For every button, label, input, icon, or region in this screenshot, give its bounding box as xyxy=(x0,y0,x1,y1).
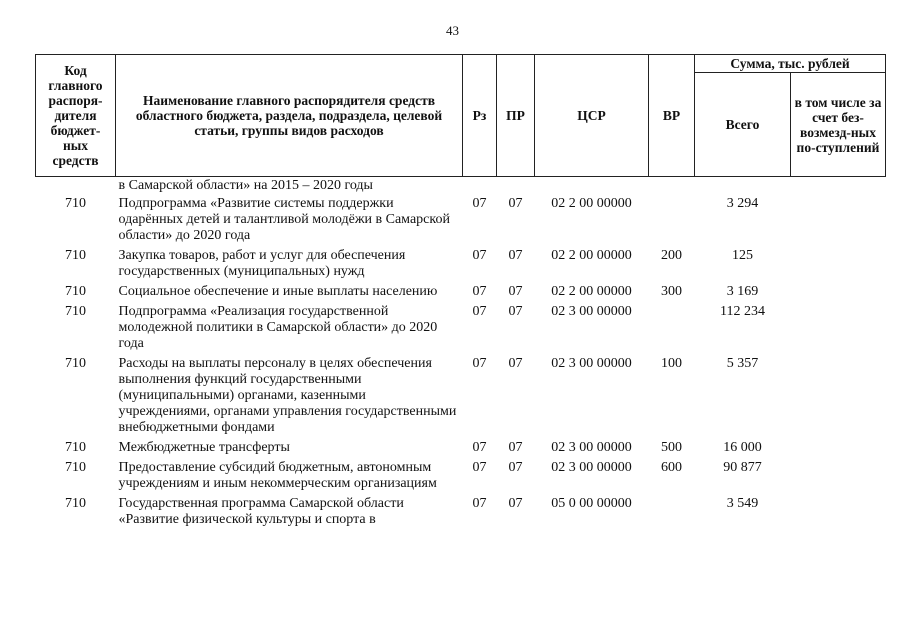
table-row xyxy=(36,496,886,532)
cell-total: 16 000 xyxy=(723,440,762,455)
table-row xyxy=(36,440,886,460)
cell-name: Подпрограмма «Развитие системы поддержки одарённых детей и талантливой молодёжи в Самарской области» до 2020 года xyxy=(118,196,450,243)
cell-pr: 07 xyxy=(508,284,523,299)
cell-csr: 02 3 00 00000 xyxy=(551,304,632,319)
cell-rz: 07 xyxy=(472,248,487,263)
cell-vr: 200 xyxy=(661,248,682,263)
cell-csr: 02 3 00 00000 xyxy=(551,440,632,455)
cell-rz: 07 xyxy=(472,284,487,299)
cell-rz: 07 xyxy=(472,304,487,319)
cell-code: 710 xyxy=(65,196,86,211)
cell-pr: 07 xyxy=(508,356,523,371)
header-vr: ВР xyxy=(649,55,695,177)
header-name: Наименование главного распорядителя средств областного бюджета, раздела, подраздела, целевой статьи, группы видов расходов xyxy=(116,55,463,177)
cell-vr: 100 xyxy=(661,356,682,371)
table-row xyxy=(36,356,886,440)
cell-gratuitous xyxy=(791,440,886,460)
cell-pr: 07 xyxy=(508,304,523,319)
header-total: Всего xyxy=(695,73,791,177)
cell-name: Подпрограмма «Реализация государственной молодежной политики в Самарской области» до 2020 года xyxy=(118,304,438,351)
cell-name: Расходы на выплаты персоналу в целях обеспечения выполнения функций государственными (муниципальными) органами, казенными учреждениями, органами управления государственными внебюджетными фондами xyxy=(118,356,457,435)
cell-code: 710 xyxy=(65,284,86,299)
cell-gratuitous xyxy=(791,284,886,304)
cell-total: 5 357 xyxy=(726,356,759,371)
page-number: 43 xyxy=(446,23,459,38)
table-body xyxy=(36,177,886,533)
cell-code: 710 xyxy=(65,440,86,455)
cell-total: 3 169 xyxy=(726,284,759,299)
cell-rz: 07 xyxy=(472,496,487,511)
header-rz: Рз xyxy=(463,55,497,177)
cell-pr: 07 xyxy=(508,196,523,211)
cell-csr: 02 2 00 00000 xyxy=(551,284,632,299)
cell-total: 3 549 xyxy=(726,496,759,511)
cell-total: 3 294 xyxy=(726,196,759,211)
header-including: в том числе за счет без-возмезд-ных по-ступлений xyxy=(791,73,886,177)
cell-vr: 500 xyxy=(661,440,682,455)
cell-gratuitous xyxy=(791,196,886,248)
cell-vr xyxy=(649,196,695,248)
cell-vr xyxy=(649,304,695,356)
header-pr: ПР xyxy=(497,55,535,177)
cell-code: 710 xyxy=(65,460,86,475)
cell-name: Предоставление субсидий бюджетным, автономным учреждениям и иным некоммерческим организациям xyxy=(118,460,437,491)
cell-pr: 07 xyxy=(508,440,523,455)
cell-gratuitous xyxy=(791,460,886,496)
cell-rz: 07 xyxy=(472,460,487,475)
cell-csr: 02 2 00 00000 xyxy=(551,248,632,263)
header-csr: ЦСР xyxy=(535,55,649,177)
cell-name: Государственная программа Самарской области «Развитие физической культуры и спорта в xyxy=(118,496,404,527)
cell-name: Социальное обеспечение и иные выплаты населению xyxy=(118,284,438,299)
cell-code: 710 xyxy=(65,496,86,511)
cell-csr: 02 2 00 00000 xyxy=(551,196,632,211)
cell-code: 710 xyxy=(65,248,86,263)
cell-total: 90 877 xyxy=(723,460,762,475)
cell-pr: 07 xyxy=(508,460,523,475)
cell-gratuitous xyxy=(791,496,886,532)
cell-vr: 600 xyxy=(661,460,682,475)
cell-gratuitous xyxy=(791,304,886,356)
header-sum: Сумма, тыс. рублей xyxy=(695,55,886,73)
cell-total: 112 234 xyxy=(720,304,765,319)
cell-pr: 07 xyxy=(508,496,523,511)
table-row xyxy=(36,304,886,356)
cell-rz: 07 xyxy=(472,440,487,455)
table-header xyxy=(36,55,886,177)
budget-table xyxy=(35,54,886,532)
table-row xyxy=(36,284,886,304)
cell-code: 710 xyxy=(65,356,86,371)
cell-csr: 02 3 00 00000 xyxy=(551,356,632,371)
cell-rz: 07 xyxy=(472,356,487,371)
cell-vr: 300 xyxy=(661,284,682,299)
table-row xyxy=(36,196,886,248)
cell-code: 710 xyxy=(65,304,86,319)
continuation-row xyxy=(36,177,886,197)
continuation-text: в Самарской области» на 2015 – 2020 годы xyxy=(118,178,373,193)
header-code: Код главного распоря-дителя бюджет-ных средств xyxy=(36,55,116,177)
cell-name: Закупка товаров, работ и услуг для обеспечения государственных (муниципальных) нужд xyxy=(118,248,406,279)
cell-csr: 02 3 00 00000 xyxy=(551,460,632,475)
table-row xyxy=(36,248,886,284)
cell-total: 125 xyxy=(732,248,753,263)
cell-csr: 05 0 00 00000 xyxy=(551,496,632,511)
cell-gratuitous xyxy=(791,248,886,284)
cell-gratuitous xyxy=(791,356,886,440)
cell-rz: 07 xyxy=(472,196,487,211)
cell-pr: 07 xyxy=(508,248,523,263)
cell-vr xyxy=(649,496,695,532)
table-row xyxy=(36,460,886,496)
cell-name: Межбюджетные трансферты xyxy=(118,440,290,455)
